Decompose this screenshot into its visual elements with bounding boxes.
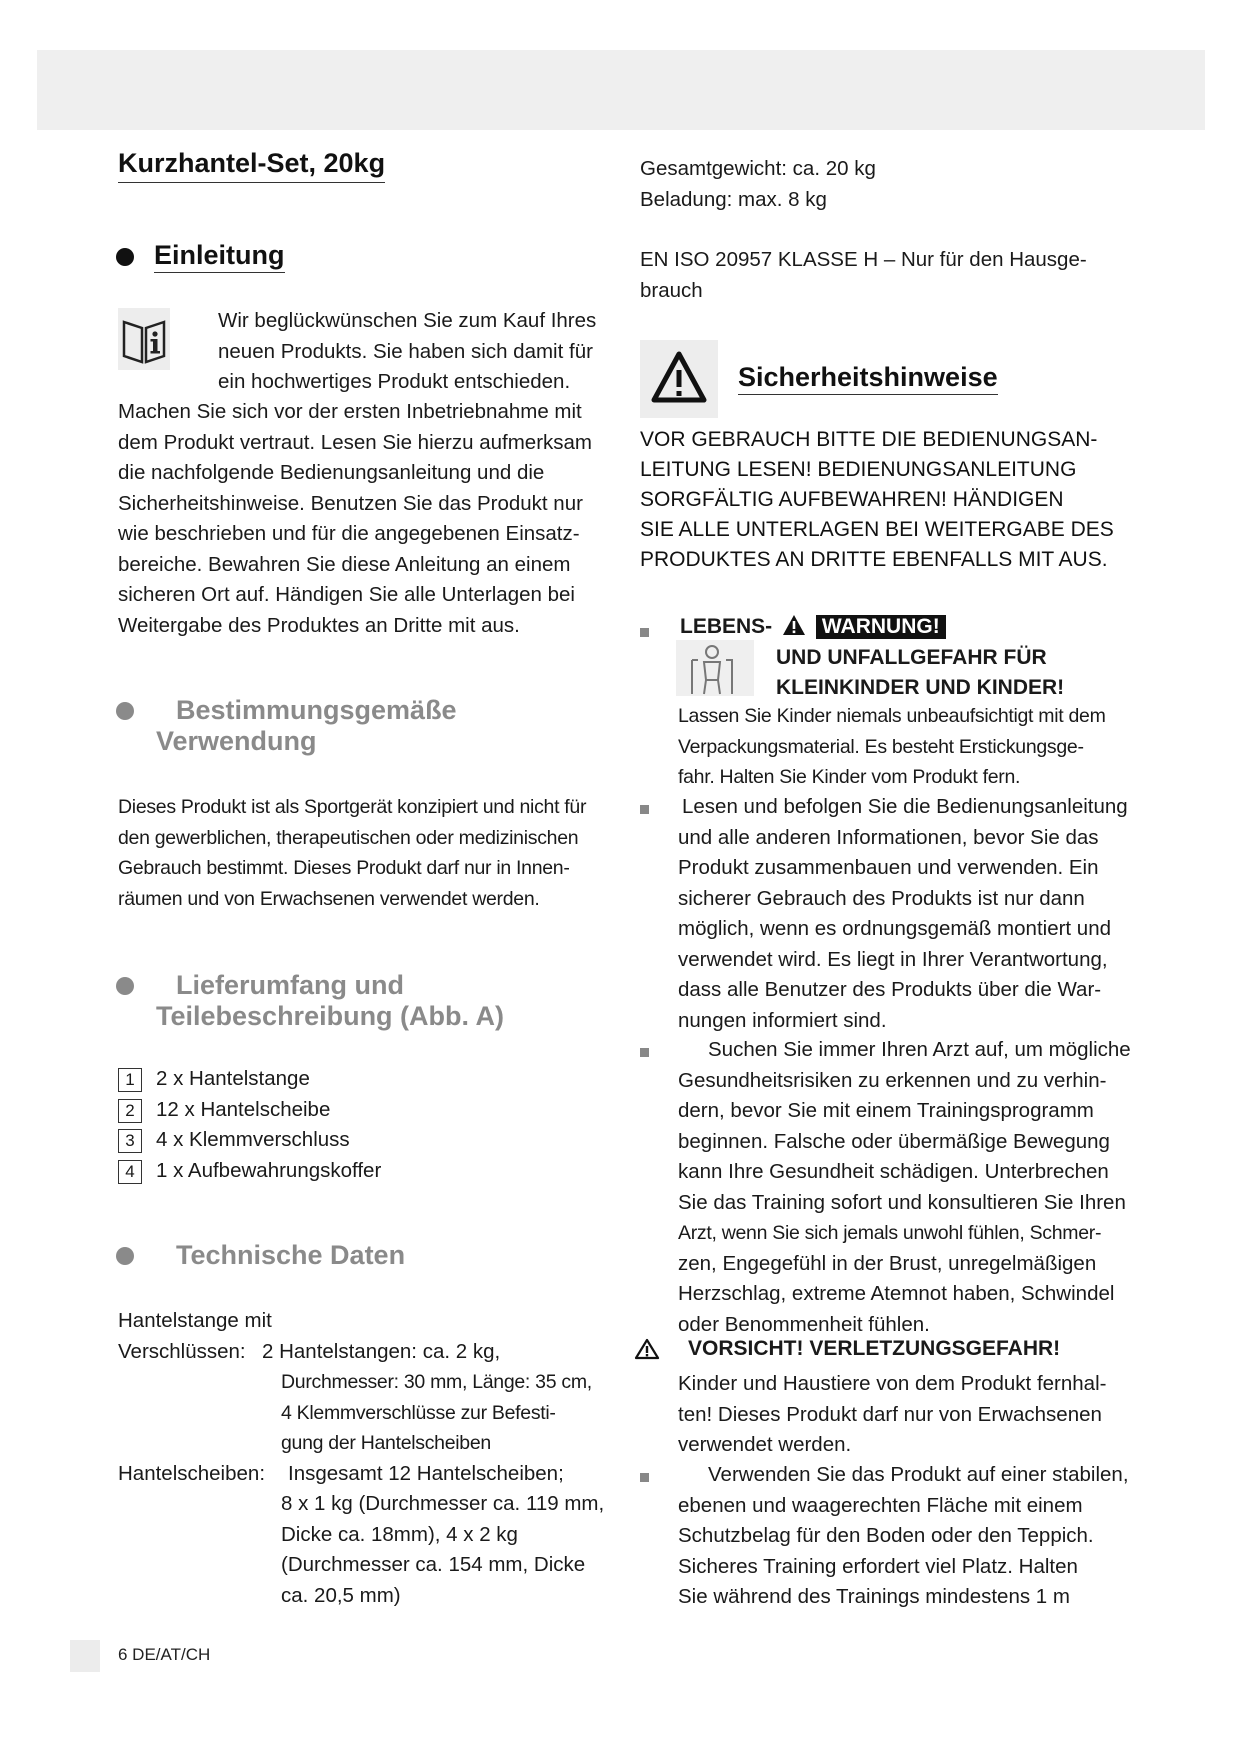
list-item: [118, 1125, 381, 1156]
text-line: Verwenden Sie das Produkt auf einer stabilen,: [708, 1463, 1129, 1486]
text-line: PRODUKTES AN DRITTE EBENFALLS MIT AUS.: [640, 548, 1108, 571]
text-line: Lassen Sie Kinder niemals unbeaufsichtigt mit dem: [678, 705, 1106, 727]
text-line: nungen informiert sind.: [678, 1008, 887, 1032]
text-line: räumen und von Erwachsenen verwendet werden.: [118, 887, 540, 910]
bullet-text-4: [678, 1369, 1106, 1461]
text-line: Lesen und befolgen Sie die Bedienungsanleitung: [682, 795, 1128, 818]
part-text: 12 x Hantelscheibe: [156, 1097, 331, 1121]
list-item: [118, 1095, 381, 1126]
section-heading-technische-daten: [118, 1240, 405, 1271]
list-item: [118, 1156, 381, 1187]
text-line: möglich, wenn es ordnungsgemäß montiert und: [678, 917, 1112, 940]
text-line: KLEINKINDER UND KINDER!: [776, 676, 1065, 699]
tech-values-hantelscheiben: [281, 1489, 604, 1611]
text-line: 8 x 1 kg (Durchmesser ca. 119 mm,: [281, 1492, 605, 1515]
text-line: 4 Klemmverschlüsse zur Befesti-: [281, 1401, 556, 1424]
text-line: sicheren Ort auf. Händigen Sie alle Unterlagen bei: [118, 583, 575, 606]
heading-text: Sicherheitshinweise: [738, 362, 998, 395]
tech-value-first: 2 Hantelstangen: ca. 2 kg,: [262, 1340, 501, 1363]
text-line: kann Ihre Gesundheit schädigen. Unterbrechen: [678, 1160, 1109, 1183]
heading-text: Teilebeschreibung (Abb. A): [156, 1001, 505, 1031]
bullet-text-5: [678, 1460, 1129, 1613]
text-line: dass alle Benutzer des Produkts über die War-: [678, 978, 1102, 1001]
part-number: 4: [118, 1160, 142, 1184]
norm-text: [640, 245, 1087, 306]
caution-triangle-icon: [634, 1338, 660, 1360]
section-heading-verwendung: [118, 695, 457, 757]
text-line: verwendet werden.: [678, 1433, 852, 1456]
text-line: Schutzbelag für den Boden oder den Teppich.: [678, 1524, 1094, 1547]
heading-text: Einleitung: [154, 240, 285, 273]
warning-word: LEBENS-: [680, 615, 773, 638]
text-line: Durchmesser: 30 mm, Länge: 35 cm,: [281, 1371, 592, 1393]
part-text: 1 x Aufbewahrungskoffer: [156, 1158, 382, 1182]
text-line: gung der Hantelscheiben: [281, 1432, 491, 1454]
text-line: SIE ALLE UNTERLAGEN BEI WEITERGABE DES: [640, 518, 1114, 541]
usage-paragraph: [118, 792, 586, 914]
text-line: Gesamtgewicht: ca. 20 kg: [640, 157, 876, 180]
part-text: 4 x Klemmverschluss: [156, 1128, 350, 1151]
text-line: Beladung: max. 8 kg: [640, 187, 827, 211]
text-line: die nachfolgende Bedienungsanleitung und die: [118, 461, 545, 484]
text-line: SORGFÄLTIG AUFBEWAHREN! HÄNDIGEN: [640, 488, 1064, 511]
text-line: Produkt zusammenbauen und verwenden. Ein: [678, 856, 1099, 879]
safety-caps-paragraph: [640, 425, 1114, 575]
footer-marker: [70, 1640, 100, 1672]
page-title: Kurzhantel-Set, 20kg: [118, 148, 385, 183]
text-line: ebenen und waagerechten Fläche mit einem: [678, 1493, 1083, 1517]
text-line: Sie während des Trainings mindestens 1 m: [678, 1585, 1070, 1608]
bullet-square-icon: [640, 1473, 649, 1482]
text-line: Dicke ca. 18mm), 4 x 2 kg: [281, 1522, 518, 1546]
text-line: verwendet wird. Es liegt in Ihrer Verantwortung,: [678, 947, 1108, 971]
list-item: [118, 1064, 381, 1095]
spec-weight-lines: [640, 154, 876, 215]
section-heading-lieferumfang: [118, 970, 504, 1032]
warning-triangle-icon: [640, 340, 718, 418]
heading-text: Bestimmungsgemäße: [176, 695, 457, 725]
text-line: Sie das Training sofort und konsultieren Sie Ihren: [678, 1190, 1126, 1214]
bullet-square-icon: [640, 628, 649, 637]
bullet-text-2: [678, 792, 1128, 1036]
text-line: ten! Dieses Produkt darf nur von Erwachsenen: [678, 1402, 1102, 1426]
intro-lines-short: [218, 306, 596, 398]
warning-triangle-icon: [782, 614, 806, 636]
text-line: Wir beglückwünschen Sie zum Kauf Ihres: [218, 309, 597, 332]
text-line: den gewerblichen, therapeutischen oder medizinischen: [118, 826, 579, 849]
text-line: bereiche. Bewahren Sie diese Anleitung an einem: [118, 552, 571, 576]
text-line: oder Benommenheit fühlen.: [678, 1312, 930, 1336]
warnung-label: WARNUNG!: [816, 615, 946, 639]
text-line: LEITUNG LESEN! BEDIENUNGSANLEITUNG: [640, 458, 1077, 481]
text-line: VOR GEBRAUCH BITTE DIE BEDIENUNGSAN-: [640, 428, 1098, 451]
text-line: Suchen Sie immer Ihren Arzt auf, um mögliche: [708, 1038, 1131, 1061]
bullet-square-icon: [640, 1048, 649, 1057]
text-line: Gesundheitsrisiken zu erkennen und zu verhin-: [678, 1068, 1107, 1092]
section-heading-sicherheit: [738, 362, 998, 393]
tech-values-verschluesse: [281, 1367, 592, 1459]
heading-bullet-icon: [116, 248, 134, 266]
text-line: sicherer Gebrauch des Produkts ist nur dann: [678, 886, 1085, 910]
text-line: wie beschrieben und für die angegebenen Einsatz-: [118, 522, 580, 545]
text-line: Dieses Produkt ist als Sportgerät konzipiert und nicht für: [118, 796, 587, 818]
text-line: dem Produkt vertraut. Lesen Sie hierzu aufmerksam: [118, 430, 592, 454]
tech-label-verschluesse: Verschlüssen:: [118, 1340, 246, 1363]
tech-line1: Hantelstange mit: [118, 1309, 272, 1332]
heading-text: Verwendung: [156, 726, 317, 756]
text-line: Verpackungsmaterial. Es besteht Erstickungsge-: [678, 735, 1084, 758]
caution-heading: VORSICHT! VERLETZUNGSGEFAHR!: [688, 1337, 1061, 1360]
part-number: 1: [118, 1068, 142, 1092]
heading-bullet-icon: [116, 977, 134, 995]
bullet-text-3: [678, 1035, 1131, 1340]
tech-label-hantelscheiben: Hantelscheiben:: [118, 1462, 266, 1485]
page-number: 6 DE/AT/CH: [118, 1645, 211, 1664]
bullet-square-icon: [640, 805, 649, 814]
text-line: Sicheres Training erfordert viel Platz. Halten: [678, 1554, 1078, 1578]
intro-paragraph: [118, 397, 592, 641]
warning-heading: [680, 614, 946, 639]
text-line: ein hochwertiges Produkt entschieden.: [218, 370, 571, 393]
text-line: dern, bevor Sie mit einem Trainingsprogramm: [678, 1099, 1094, 1122]
text-line: Arzt, wenn Sie sich jemals unwohl fühlen, Schmer-: [678, 1222, 1102, 1244]
tech-value-first: Insgesamt 12 Hantelscheiben;: [288, 1462, 564, 1485]
part-text: 2 x Hantelstange: [156, 1067, 310, 1090]
part-number: 2: [118, 1099, 142, 1123]
text-line: Herzschlag, extreme Atemnot haben, Schwindel: [678, 1282, 1115, 1305]
text-line: Sicherheitshinweise. Benutzen Sie das Produkt nur: [118, 491, 583, 515]
heading-bullet-icon: [116, 1247, 134, 1265]
heading-text: Lieferumfang und: [176, 970, 404, 1000]
warning-subheading: [776, 643, 1064, 703]
text-line: Gebrauch bestimmt. Dieses Produkt darf nur in Innen-: [118, 857, 570, 879]
text-line: Kinder und Haustiere von dem Produkt fernhal-: [678, 1372, 1107, 1395]
text-line: und alle anderen Informationen, bevor Sie das: [678, 825, 1099, 849]
text-line: zen, Engegefühl in der Brust, unregelmäßigen: [678, 1251, 1097, 1275]
text-line: EN ISO 20957 KLASSE H – Nur für den Hausge-: [640, 248, 1087, 271]
header-bar: [37, 50, 1205, 130]
parts-list: [118, 1064, 381, 1186]
text-line: (Durchmesser ca. 154 mm, Dicke: [281, 1553, 586, 1576]
part-number: 3: [118, 1129, 142, 1153]
text-line: UND UNFALLGEFAHR FÜR: [776, 646, 1047, 669]
heading-bullet-icon: [116, 702, 134, 720]
child-hazard-icon: [676, 640, 754, 696]
heading-text: Technische Daten: [176, 1240, 406, 1270]
info-manual-icon: [118, 308, 170, 370]
text-line: Machen Sie sich vor der ersten Inbetriebnahme mit: [118, 400, 582, 423]
text-line: neuen Produkts. Sie haben sich damit für: [218, 339, 593, 363]
text-line: Weitergabe des Produktes an Dritte mit aus.: [118, 613, 520, 637]
text-line: ca. 20,5 mm): [281, 1583, 401, 1607]
bullet-text-1: [678, 701, 1106, 793]
section-heading-einleitung: [118, 240, 285, 271]
text-line: fahr. Halten Sie Kinder vom Produkt fern.: [678, 766, 1021, 788]
text-line: beginnen. Falsche oder übermäßige Bewegung: [678, 1129, 1110, 1153]
text-line: brauch: [640, 278, 703, 302]
